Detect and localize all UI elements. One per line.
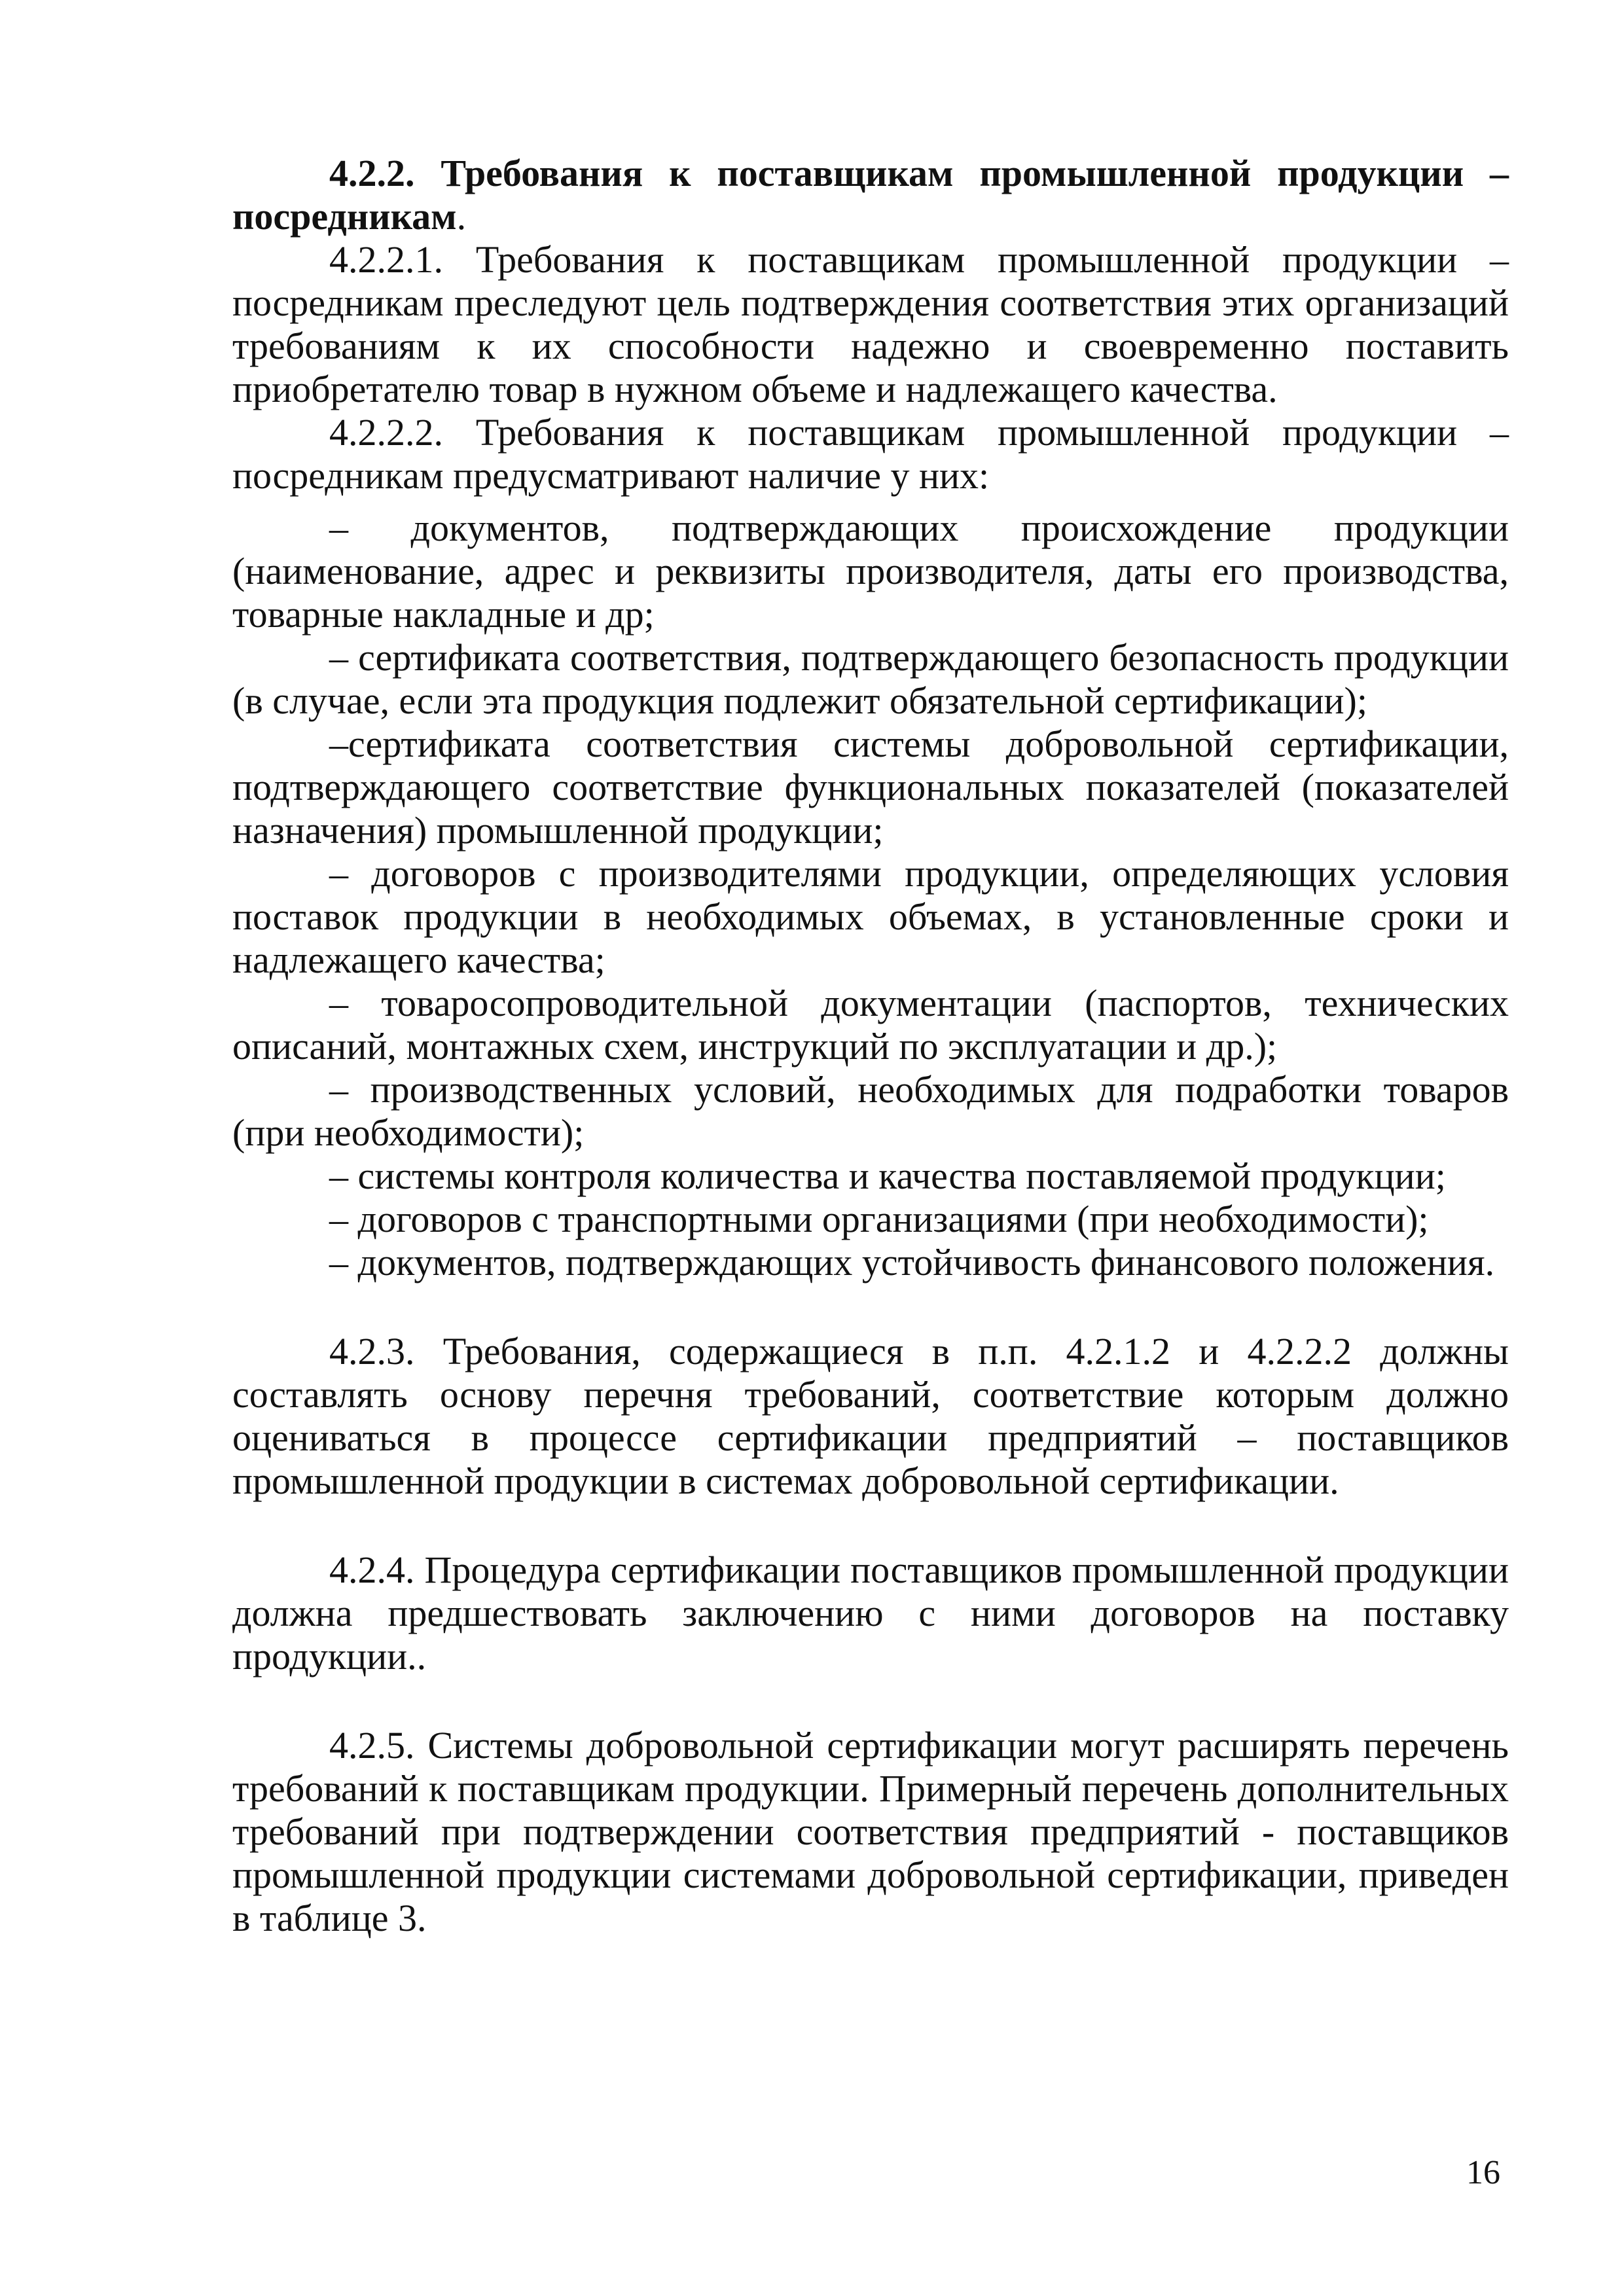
list-item: – сертификата соответствия, подтверждающего безопасность продукции (в случае, если эта продукция подлежит обязательной сертификации); <box>232 636 1509 722</box>
paragraph-4-2-2-1: 4.2.2.1. Требования к поставщикам промышленной продукции – посредникам преследуют цель подтверждения соответствия этих организаций требованиям к их способности надежно и своевременно поставить приобретателю товар в нужном объеме и надлежащего качества. <box>232 238 1509 410</box>
spacer <box>232 1284 1509 1330</box>
list-item: – системы контроля количества и качества поставляемой продукции; <box>329 1155 1446 1197</box>
paragraph-4-2-5: 4.2.5. Системы добровольной сертификации могут расширять перечень требований к поставщикам продукции. Примерный перечень дополнительных требований при подтверждении соответствия предприятий - поставщиков промышленной продукции системами добровольной сертификации, приведен в таблице 3. <box>232 1724 1509 1939</box>
page-number: 16 <box>1466 2154 1500 2191</box>
section-heading <box>232 152 1509 238</box>
list-item: – договоров с транспортными организациями (при необходимости); <box>329 1198 1429 1240</box>
heading-number: 4.2.2. <box>329 152 415 194</box>
list-item: – производственных условий, необходимых для подработки товаров (при необходимости); <box>232 1068 1509 1154</box>
list-item: – документов, подтверждающих устойчивость финансового положения. <box>329 1241 1495 1283</box>
list-item: – документов, подтверждающих происхождение продукции (наименование, адрес и реквизиты производителя, даты его производства, товарные накладные и др; <box>232 507 1509 636</box>
list-item: –сертификата соответствия системы добровольной сертификации, подтверждающего соответствие функциональных показателей (показателей назначения) промышленной продукции; <box>232 723 1509 852</box>
heading-tail: . <box>456 195 467 238</box>
paragraph-4-2-4: 4.2.4. Процедура сертификации поставщиков промышленной продукции должна предшествовать заключению с ними договоров на поставку продукции.. <box>232 1549 1509 1677</box>
spacer <box>232 1503 1509 1549</box>
spacer <box>232 497 1509 507</box>
spacer <box>232 1678 1509 1724</box>
list-item: – договоров с производителями продукции, определяющих условия поставок продукции в необходимых объемах, в установленные сроки и надлежащего качества; <box>232 852 1509 981</box>
document-body <box>232 152 1509 1940</box>
list-item: – товаросопроводительной документации (паспортов, технических описаний, монтажных схем, инструкций по эксплуатации и др.); <box>232 982 1509 1067</box>
heading-title: Требования к поставщикам промышленной продукции – посредникам <box>232 152 1509 238</box>
paragraph-4-2-2-2: 4.2.2.2. Требования к поставщикам промышленной продукции – посредникам предусматривают наличие у них: <box>232 411 1509 497</box>
paragraph-4-2-3: 4.2.3. Требования, содержащиеся в п.п. 4.2.1.2 и 4.2.2.2 должны составлять основу перечня требований, соответствие которым должно оцениваться в процессе сертификации предприятий – поставщиков промышленной продукции в системах добровольной сертификации. <box>232 1330 1509 1502</box>
